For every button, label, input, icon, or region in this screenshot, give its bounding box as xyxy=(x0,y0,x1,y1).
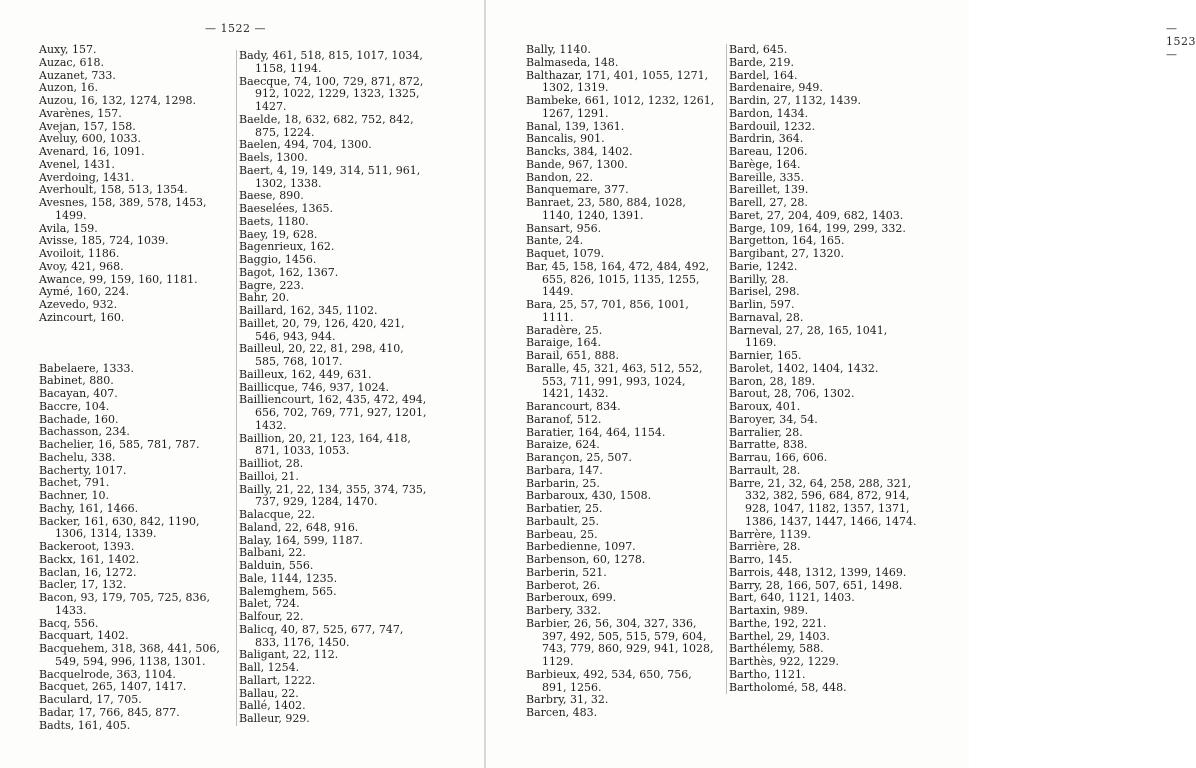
index-entry: Barbault, 25. xyxy=(526,514,600,528)
index-entry: Backer, 161, 630, 842, 1190, 1306, 1314, 1339. xyxy=(39,514,200,541)
index-entry: Bagot, 162, 1367. xyxy=(239,265,339,279)
index-entry: Baron, 28, 189. xyxy=(729,374,816,388)
index-entry: Barthès, 922, 1229. xyxy=(729,655,840,668)
index-entry: Barde, 219. xyxy=(729,55,794,69)
index-entry: Baelen, 494, 704, 1300. xyxy=(239,138,372,152)
index-entry: Bailleul, 20, 22, 81, 298, 410, 585, 768, 1017. xyxy=(239,342,404,368)
index-entry: Bardin, 27, 1132, 1439. xyxy=(729,94,862,107)
index-entry: Barre, 21, 32, 64, 258, 288, 321, 332, 382, 596, 684, 872, 914, 928, 1047, 1182, 1357, 1371, 1386, 1437, 1447, 1466, 1474. xyxy=(729,476,917,528)
index-entry: Bardrin, 364. xyxy=(729,132,804,146)
page-number-left: — 1522 — xyxy=(205,22,266,35)
index-entry: Barolet, 1402, 1404, 1432. xyxy=(729,361,879,375)
index-entry: Auzac, 618. xyxy=(39,55,105,69)
index-entry: Balay, 164, 599, 1187. xyxy=(239,533,363,547)
index-entry: Bahr, 20. xyxy=(239,291,290,305)
index-entry: Baccre, 104. xyxy=(39,399,110,413)
page-number-right: — 1523 — xyxy=(1166,22,1196,61)
index-entry: Bachelier, 16, 585, 781, 787. xyxy=(39,438,200,451)
index-entry: Babinet, 880. xyxy=(39,374,114,388)
index-entry: Bardon, 1434. xyxy=(729,106,809,120)
index-entry: Backx, 161, 1402. xyxy=(39,552,140,566)
index-entry: Banquemare, 377. xyxy=(526,183,629,197)
index-entry: Bailleux, 162, 449, 631. xyxy=(239,367,372,381)
index-entry: Bareau, 1206. xyxy=(729,145,808,158)
index-entry: Baecque, 74, 100, 729, 871, 872, 912, 1022, 1229, 1323, 1325, 1427. xyxy=(239,74,424,113)
index-entry: Barisel, 298. xyxy=(729,285,800,299)
index-entry: Bardenaire, 949. xyxy=(729,81,823,95)
index-entry: Badts, 161, 405. xyxy=(39,718,131,732)
index-entry: Barberot, 26. xyxy=(526,578,601,592)
index-entry: Bagenrieux, 162. xyxy=(239,240,335,254)
index-entry: Barbenson, 60, 1278. xyxy=(526,553,646,566)
index-entry: Barège, 164. xyxy=(729,157,801,171)
index-entry: Baroyer, 34, 54. xyxy=(729,412,818,426)
index-entry: Balleur, 929. xyxy=(239,712,310,725)
index-column-3 xyxy=(526,44,718,720)
index-entry: Bacquelrode, 363, 1104. xyxy=(39,667,176,681)
index-entry: Bacquehem, 318, 368, 441, 506, 549, 594, 996, 1138, 1301. xyxy=(39,642,220,668)
index-entry: Bareille, 335. xyxy=(729,170,804,184)
index-entry: Bale, 1144, 1235. xyxy=(239,571,338,585)
index-entry: Barbedienne, 1097. xyxy=(526,540,636,554)
index-entry: Bachy, 161, 1466. xyxy=(39,501,139,515)
index-entry: Barge, 109, 164, 199, 299, 332. xyxy=(729,221,906,235)
index-entry: Baquet, 1079. xyxy=(526,247,605,260)
index-entry: Ballé, 1402. xyxy=(239,699,306,713)
index-entry: Barout, 28, 706, 1302. xyxy=(729,387,855,401)
index-entry: Avoy, 421, 968. xyxy=(39,259,124,273)
index-entry: Auxy, 157. xyxy=(39,43,97,56)
index-entry: Bar, 45, 158, 164, 472, 484, 492, 655, 826, 1015, 1135, 1255, 1449. xyxy=(526,259,710,299)
index-entry: Bartho, 1121. xyxy=(729,667,806,681)
index-entry: Bareillet, 139. xyxy=(729,183,809,197)
index-entry: Baillion, 20, 21, 123, 164, 418, 871, 1033, 1053. xyxy=(239,431,411,458)
index-entry: Barrau, 166, 606. xyxy=(729,451,828,464)
index-entry: Baeselées, 1365. xyxy=(239,202,333,215)
index-entry: Baillet, 20, 79, 126, 420, 421, 546, 943, 944. xyxy=(239,316,405,343)
letter-section-gap xyxy=(39,325,224,363)
index-entry: Barthe, 192, 221. xyxy=(729,616,827,630)
index-entry: Baillicque, 746, 937, 1024. xyxy=(239,380,389,394)
index-entry: Barcen, 483. xyxy=(526,706,598,719)
index-entry: Barbeau, 25. xyxy=(526,527,598,541)
index-column-1 xyxy=(39,44,224,732)
index-entry: Barbarin, 25. xyxy=(526,476,600,490)
index-entry: Bargetton, 164, 165. xyxy=(729,234,845,248)
index-entry: Barrault, 28. xyxy=(729,463,801,477)
index-column-2 xyxy=(236,50,429,726)
index-entry: Baclan, 16, 1272. xyxy=(39,565,137,579)
index-entry: Bacler, 17, 132. xyxy=(39,578,127,592)
index-entry: Bagre, 223. xyxy=(239,278,304,292)
index-entry: Baey, 19, 628. xyxy=(239,227,318,241)
index-entry: Barançon, 25, 507. xyxy=(526,451,632,464)
index-entry: Bachner, 10. xyxy=(39,489,110,502)
index-entry: Bartholomé, 58, 448. xyxy=(729,680,847,694)
index-entry: Balet, 724. xyxy=(239,597,300,611)
index-entry: Balemghem, 565. xyxy=(239,584,337,598)
index-entry: Aymé, 160, 224. xyxy=(39,285,130,299)
index-entry: Baggio, 1456. xyxy=(239,253,317,266)
index-entry: Barbry, 31, 32. xyxy=(526,693,609,707)
index-entry: Backeroot, 1393. xyxy=(39,540,135,553)
index-entry: Azincourt, 160. xyxy=(39,310,125,324)
index-entry: Bambeke, 661, 1012, 1232, 1261, 1267, 1291. xyxy=(526,94,715,120)
index-entry: Barail, 651, 888. xyxy=(526,349,619,362)
index-entry: Barrois, 448, 1312, 1399, 1469. xyxy=(729,565,907,579)
index-entry: Balthazar, 171, 401, 1055, 1271, 1302, 1319. xyxy=(526,68,709,95)
index-entry: Bancalis, 901. xyxy=(526,132,605,146)
index-entry: Barbieux, 492, 534, 650, 756, 891, 1256. xyxy=(526,667,692,694)
index-entry: Bailly, 21, 22, 134, 355, 374, 735, 737, 929, 1284, 1470. xyxy=(239,482,427,509)
index-entry: Banraet, 23, 580, 884, 1028, 1140, 1240, 1391. xyxy=(526,196,686,222)
index-entry: Bansart, 956. xyxy=(526,221,602,235)
index-entry: Awance, 99, 159, 160, 1181. xyxy=(39,272,198,286)
index-entry: Bart, 640, 1121, 1403. xyxy=(729,591,855,605)
index-entry: Baets, 1180. xyxy=(239,214,309,228)
index-entry: Barrère, 1139. xyxy=(729,527,811,541)
index-entry: Ballau, 22. xyxy=(239,686,299,700)
index-entry: Bacayan, 407. xyxy=(39,387,118,400)
index-entry: Avenard, 16, 1091. xyxy=(39,145,145,158)
index-entry: Baroux, 401. xyxy=(729,400,801,413)
index-entry: Barbaroux, 430, 1508. xyxy=(526,489,652,503)
index-entry: Auzanet, 733. xyxy=(39,68,116,82)
index-entry: Barbara, 147. xyxy=(526,463,603,477)
index-entry: Baradère, 25. xyxy=(526,323,603,337)
index-entry: Barie, 1242. xyxy=(729,259,798,273)
index-entry: Bante, 24. xyxy=(526,234,584,248)
index-entry: Barilly, 28. xyxy=(729,272,789,286)
index-entry: Baraige, 164. xyxy=(526,336,602,350)
index-entry: Avila, 159. xyxy=(39,221,98,235)
index-entry: Baraize, 624. xyxy=(526,438,600,452)
index-entry: Averdoing, 1431. xyxy=(39,170,135,184)
index-entry: Bardel, 164. xyxy=(729,68,798,82)
index-entry: Baculard, 17, 705. xyxy=(39,693,142,706)
index-entry: Bachelu, 338. xyxy=(39,450,116,464)
index-entry: Avesnes, 158, 389, 578, 1453, 1499. xyxy=(39,196,207,222)
index-entry: Bailliencourt, 162, 435, 472, 494, 656, 702, 769, 771, 927, 1201, 1432. xyxy=(239,393,427,432)
index-entry: Baratier, 164, 464, 1154. xyxy=(526,425,666,439)
index-entry: Barthel, 29, 1403. xyxy=(729,629,830,643)
index-entry: Bacherty, 1017. xyxy=(39,463,127,477)
index-entry: Bacquart, 1402. xyxy=(39,629,129,643)
index-entry: Baranof, 512. xyxy=(526,412,602,426)
index-entry: Barneval, 27, 28, 165, 1041, 1169. xyxy=(729,323,888,350)
index-entry: Barbery, 332. xyxy=(526,604,601,617)
index-entry: Barratte, 838. xyxy=(729,438,808,452)
index-entry: Bacquet, 265, 1407, 1417. xyxy=(39,680,187,694)
index-entry: Bartaxin, 989. xyxy=(729,604,809,617)
index-entry: Aveluy, 600, 1033. xyxy=(39,132,142,146)
index-entry: Barlin, 597. xyxy=(729,298,795,311)
index-entry: Baelde, 18, 632, 682, 752, 842, 875, 1224. xyxy=(239,112,414,139)
index-entry: Barrière, 28. xyxy=(729,540,801,554)
index-entry: Bacq, 556. xyxy=(39,616,99,630)
index-entry: Bacon, 93, 179, 705, 725, 836, 1433. xyxy=(39,591,210,617)
index-entry: Barry, 28, 166, 507, 651, 1498. xyxy=(729,578,903,592)
index-entry: Avenel, 1431. xyxy=(39,157,115,171)
index-entry: Barbatier, 25. xyxy=(526,502,603,515)
index-entry: Avarènes, 157. xyxy=(39,106,122,120)
index-entry: Barell, 27, 28. xyxy=(729,196,808,209)
index-entry: Auzon, 16. xyxy=(39,81,99,95)
index-entry: Barberoux, 699. xyxy=(526,591,617,605)
index-entry: Bachasson, 234. xyxy=(39,425,130,439)
index-entry: Bady, 461, 518, 815, 1017, 1034, 1158, 1194. xyxy=(239,49,423,75)
index-entry: Barbier, 26, 56, 304, 327, 336, 397, 492, 505, 515, 579, 604, 743, 779, 860, 929, 941, 1028, 1129. xyxy=(526,616,714,668)
index-entry: Babelaere, 1333. xyxy=(39,361,135,375)
index-entry: Auzou, 16, 132, 1274, 1298. xyxy=(39,94,196,107)
index-entry: Barnier, 165. xyxy=(729,349,802,362)
index-entry: Ballart, 1222. xyxy=(239,673,316,687)
index-entry: Bardouil, 1232. xyxy=(729,119,816,133)
index-entry: Baillard, 162, 345, 1102. xyxy=(239,304,378,317)
index-entry: Avejan, 157, 158. xyxy=(39,119,136,133)
index-entry: Bancks, 384, 1402. xyxy=(526,145,633,158)
index-entry: Banal, 139, 1361. xyxy=(526,119,625,133)
index-entry: Balmaseda, 148. xyxy=(526,55,619,69)
index-entry: Barralier, 28. xyxy=(729,425,803,439)
index-entry: Bara, 25, 57, 701, 856, 1001, 1111. xyxy=(526,298,689,324)
index-entry: Balfour, 22. xyxy=(239,610,304,623)
index-entry: Avoiloit, 1186. xyxy=(39,247,120,260)
index-entry: Barberin, 521. xyxy=(526,565,607,579)
index-entry: Baret, 27, 204, 409, 682, 1403. xyxy=(729,208,904,222)
index-entry: Baels, 1300. xyxy=(239,151,308,164)
index-entry: Avisse, 185, 724, 1039. xyxy=(39,234,169,248)
index-entry: Barancourt, 834. xyxy=(526,400,621,413)
index-entry: Baralle, 45, 321, 463, 512, 552, 553, 711, 991, 993, 1024, 1421, 1432. xyxy=(526,361,703,401)
index-entry: Azevedo, 932. xyxy=(39,298,118,311)
index-entry: Averhoult, 158, 513, 1354. xyxy=(39,183,188,197)
index-entry: Balduin, 556. xyxy=(239,559,314,572)
index-entry: Bailliot, 28. xyxy=(239,457,304,470)
index-entry: Bande, 967, 1300. xyxy=(526,157,628,171)
index-entry: Ball, 1254. xyxy=(239,661,300,674)
index-entry: Bachade, 160. xyxy=(39,412,119,426)
index-entry: Badar, 17, 766, 845, 877. xyxy=(39,705,180,719)
index-entry: Balicq, 40, 87, 525, 677, 747, 833, 1176, 1450. xyxy=(239,622,404,649)
index-entry: Bandon, 22. xyxy=(526,170,593,184)
index-entry: Bally, 1140. xyxy=(526,43,591,56)
index-entry: Baert, 4, 19, 149, 314, 511, 961, 1302, 1338. xyxy=(239,163,421,190)
index-entry: Balacque, 22. xyxy=(239,508,316,521)
index-entry: Bailloi, 21. xyxy=(239,469,299,483)
index-entry: Bargibant, 27, 1320. xyxy=(729,247,845,260)
index-entry: Barthélemy, 588. xyxy=(729,642,824,656)
index-entry: Baese, 890. xyxy=(239,189,304,203)
index-entry: Bard, 645. xyxy=(729,43,788,56)
index-entry: Barro, 145. xyxy=(729,553,793,566)
index-column-4 xyxy=(726,44,919,694)
index-entry: Bachet, 791. xyxy=(39,476,110,490)
index-entry: Baligant, 22, 112. xyxy=(239,648,339,662)
index-entry: Baland, 22, 648, 916. xyxy=(239,520,359,534)
index-entry: Barnaval, 28. xyxy=(729,310,804,324)
index-entry: Balbani, 22. xyxy=(239,546,306,560)
